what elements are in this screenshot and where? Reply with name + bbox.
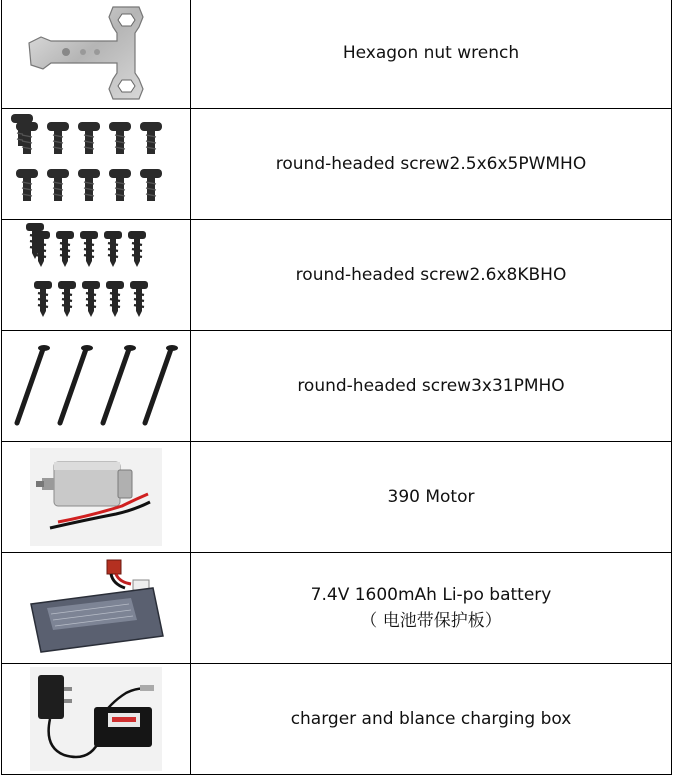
part-name: round-headed screw2.6x8KBHO [295, 265, 567, 285]
motor-icon [30, 448, 162, 546]
table-row [2, 220, 672, 331]
screw-set-icon [11, 114, 181, 214]
part-image-cell [2, 220, 191, 331]
table-row [2, 664, 672, 775]
part-name: round-headed screw2.5x6x5PWMHO [275, 154, 587, 174]
part-name: Hexagon nut wrench [342, 43, 520, 63]
part-name: round-headed screw3x31PMHO [297, 376, 565, 396]
table-row [2, 553, 672, 664]
table-row [2, 109, 672, 220]
screw-set-icon [26, 223, 166, 327]
table-row [2, 331, 672, 442]
part-image-cell [2, 553, 191, 664]
part-description [191, 0, 672, 109]
parts-table [1, 0, 672, 775]
part-description [191, 220, 672, 331]
part-image-cell [2, 442, 191, 553]
part-name: 7.4V 1600mAh Li-po battery [310, 585, 552, 605]
part-description [191, 442, 672, 553]
part-image-cell [2, 109, 191, 220]
battery-icon [21, 558, 171, 658]
part-note: （ 电池带保护板） [360, 611, 502, 631]
part-description [191, 664, 672, 775]
table-row [2, 0, 672, 109]
table-row [2, 442, 672, 553]
part-name: 390 Motor [387, 487, 475, 507]
part-description [191, 109, 672, 220]
part-image-cell [2, 331, 191, 442]
part-description [191, 553, 672, 664]
long-screw-icon [11, 341, 181, 431]
part-image-cell [2, 0, 191, 109]
part-name: charger and blance charging box [290, 709, 572, 729]
charger-icon [30, 667, 162, 771]
part-image-cell [2, 664, 191, 775]
part-description [191, 331, 672, 442]
wrench-icon [21, 3, 171, 103]
